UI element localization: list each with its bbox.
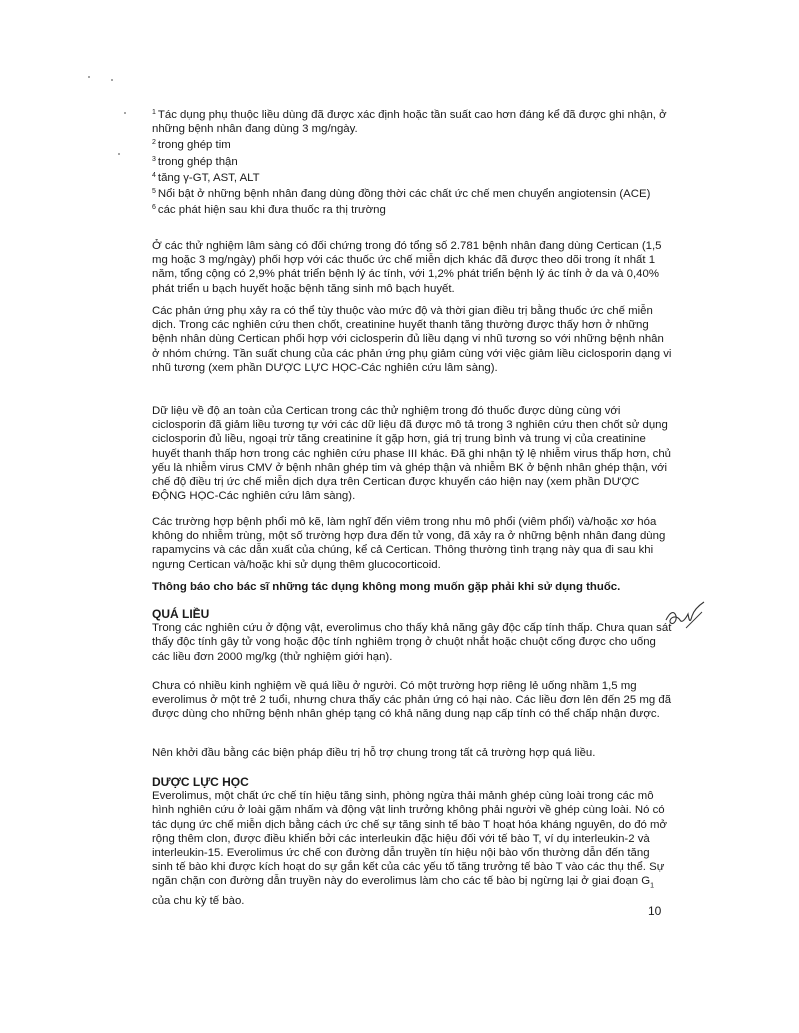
scan-speck: [111, 79, 113, 81]
footnote-6: $^6$ các phát hiện sau khi đưa thuốc ra thị trường: [152, 204, 386, 217]
pharmacodynamics-heading: DƯỢC LỰC HỌC: [152, 775, 249, 789]
footnote-2: $^2$ trong ghép tim: [152, 139, 231, 152]
scan-speck: [118, 153, 120, 155]
pharmacodynamics-paragraph-1: Everolimus, một chất ức chế tín hiệu tăng sinh, phòng ngừa thải mảnh ghép cùng loài trong các mô hình nghiên cứu ở loài gặm nhấm và động vật linh trưởng không phải người về ghép cùng loài. Nó có tác dụng ức chế miễn dịch bằng cách ức chế sự tăng sinh tế bào T hoạt hóa kháng nguyên, do đó mở rộng thêm clon, được điều khiển bởi các interleukin đặc hiệu đối với tế bào T, ví dụ interleukin-2 và interleukin-15. Everolimus ức chế con đường dẫn truyền tín hiệu nội bào vốn thường dẫn đến tăng sinh tế bào khi được kích hoạt do sự gắn kết của các yếu tố tăng trưởng tế bào T vào các thụ thể. Sự ngăn chặn con đường dẫn truyền này do everolimus làm cho các tế bào bị ngừng lại ở giai đoạn $G_1$ của chu kỳ tế bào.: [152, 790, 667, 907]
page-number: 10: [648, 904, 662, 918]
footnote-3: $^3$ trong ghép thận: [152, 155, 238, 168]
footnote-1: $^1$ Tác dụng phụ thuộc liều dùng đã được xác định hoặc tần suất cao hơn đáng kể đã được ghi nhận, ở những bệnh nhân đang dùng 3 mg/ngày.: [152, 109, 667, 136]
scan-speck: [124, 112, 126, 114]
overdose-paragraph-2-block: [152, 679, 672, 722]
overdose-paragraph-2: Chưa có nhiều kinh nghiệm về quá liều ở người. Có một trường hợp riêng lẻ uống nhầm 1,5 mg everolimus ở một trẻ 2 tuổi, nhưng chưa thấy các phản ứng có hại nào. Các liều đơn lên đến 25 mg đã được dùng cho những bệnh nhân ghép tạng có khả năng dung nạp cấp tính có thể chấp nhận được.: [152, 680, 672, 721]
footnote-5: $^5$ Nổi bật ở những bệnh nhân đang dùng đồng thời các chất ức chế men chuyển angiotensin (ACE): [152, 188, 651, 201]
scan-speck: [88, 76, 90, 78]
paragraph-adverse-reactions: Các phản ứng phụ xảy ra có thể tùy thuộc vào mức độ và thời gian điều trị bằng thuốc ức chế miễn dịch. Trong các nghiên cứu then chốt, creatinine huyết thanh tăng thường được thấy hơn ở những bệnh nhân dùng Certican phối hợp với ciclosperin đủ liều dạng vi nhũ tương so với những bệnh nhân ở nhóm chứng. Tần suất chung của các phản ứng phụ giảm cùng với việc giảm liều ciclosporin dạng vi nhũ tương (xem phần DƯỢC LỰC HỌC-Các nghiên cứu lâm sàng).: [152, 305, 672, 374]
paragraph-interstitial-lung: Các trường hợp bệnh phổi mô kẽ, làm nghĩ đến viêm trong nhu mô phổi (viêm phổi) và/hoặc xơ hóa không do nhiễm trùng, một số trường hợp đưa đến tử vong, đã xảy ra ở những bệnh nhân đang dùng rapamycins và các dẫn xuất của chúng, kể cả Certican. Thông thường tình trạng này qua đi sau khi ngưng Certican và/hoặc khi sử dụng thêm glucocorticoid.: [152, 516, 666, 571]
overdose-paragraph-3: Nên khởi đầu bằng các biện pháp điều trị hỗ trợ chung trong tất cả trường hợp quá liều.: [152, 747, 596, 759]
section-pharmacodynamics: [152, 775, 672, 908]
overdose-heading: QUÁ LIỀU: [152, 607, 210, 621]
footnotes: [152, 106, 672, 217]
paragraph-safety-data: Dữ liệu về độ an toàn của Certican trong các thử nghiệm trong đó thuốc được dùng cùng với ciclosporin đã giảm liều tương tự với các dữ liệu đã được mô tả trong 3 nghiên cứu then chốt sử dụng ciclosporin đủ liều, ngoại trừ tăng creatinine ít gặp hơn, giá trị trung bình và trung vị của creatinine huyết thanh thấp hơn trong các nghiên cứu phase III khác. Đã ghi nhận tỷ lệ nhiễm virus thấp hơn, chủ yếu là nhiễm virus CMV ở bệnh nhân ghép tim và ghép thận và nhiễm BK ở bệnh nhân ghép thận, với chế độ điều trị ức chế miễn dịch dựa trên Certican được khuyến cáo hiện nay (xem phần DƯỢC ĐỘNG HỌC-Các nghiên cứu lâm sàng).: [152, 405, 672, 503]
paragraph-malignancy: Ở các thử nghiệm lâm sàng có đối chứng trong đó tổng số 2.781 bệnh nhân đang dùng Certican (1,5 mg hoặc 3 mg/ngày) phối hợp với các thuốc ức chế miễn dịch khác đã được theo dõi trong ít nhất 1 năm, tổng cộng có 2,9% phát triển bệnh lý ác tính, với 1,2% phát triển bệnh lý ác tính ở da và 0,40% phát triển u bạch huyết hoặc bệnh tăng sinh mô bạch huyết.: [152, 240, 662, 295]
overdose-paragraph-1: Trong các nghiên cứu ở động vật, everolimus cho thấy khả năng gây độc cấp tính thấp. Chưa quan sát thấy độc tính gây tử vong hoặc độc tính nghiêm trọng ở chuột nhắt hoặc chuột cống được cho uống các liều đơn 2000 mg/kg (thử nghiệm giới hạn).: [152, 622, 672, 663]
adverse-effects-notice: Thông báo cho bác sĩ những tác dụng không mong muốn gặp phải khi sử dụng thuốc.: [152, 581, 621, 593]
footnote-4: $^4$ tăng γ-GT, AST, ALT: [152, 171, 260, 184]
section-overdose: [152, 607, 672, 664]
overdose-paragraph-3-block: [152, 746, 672, 760]
